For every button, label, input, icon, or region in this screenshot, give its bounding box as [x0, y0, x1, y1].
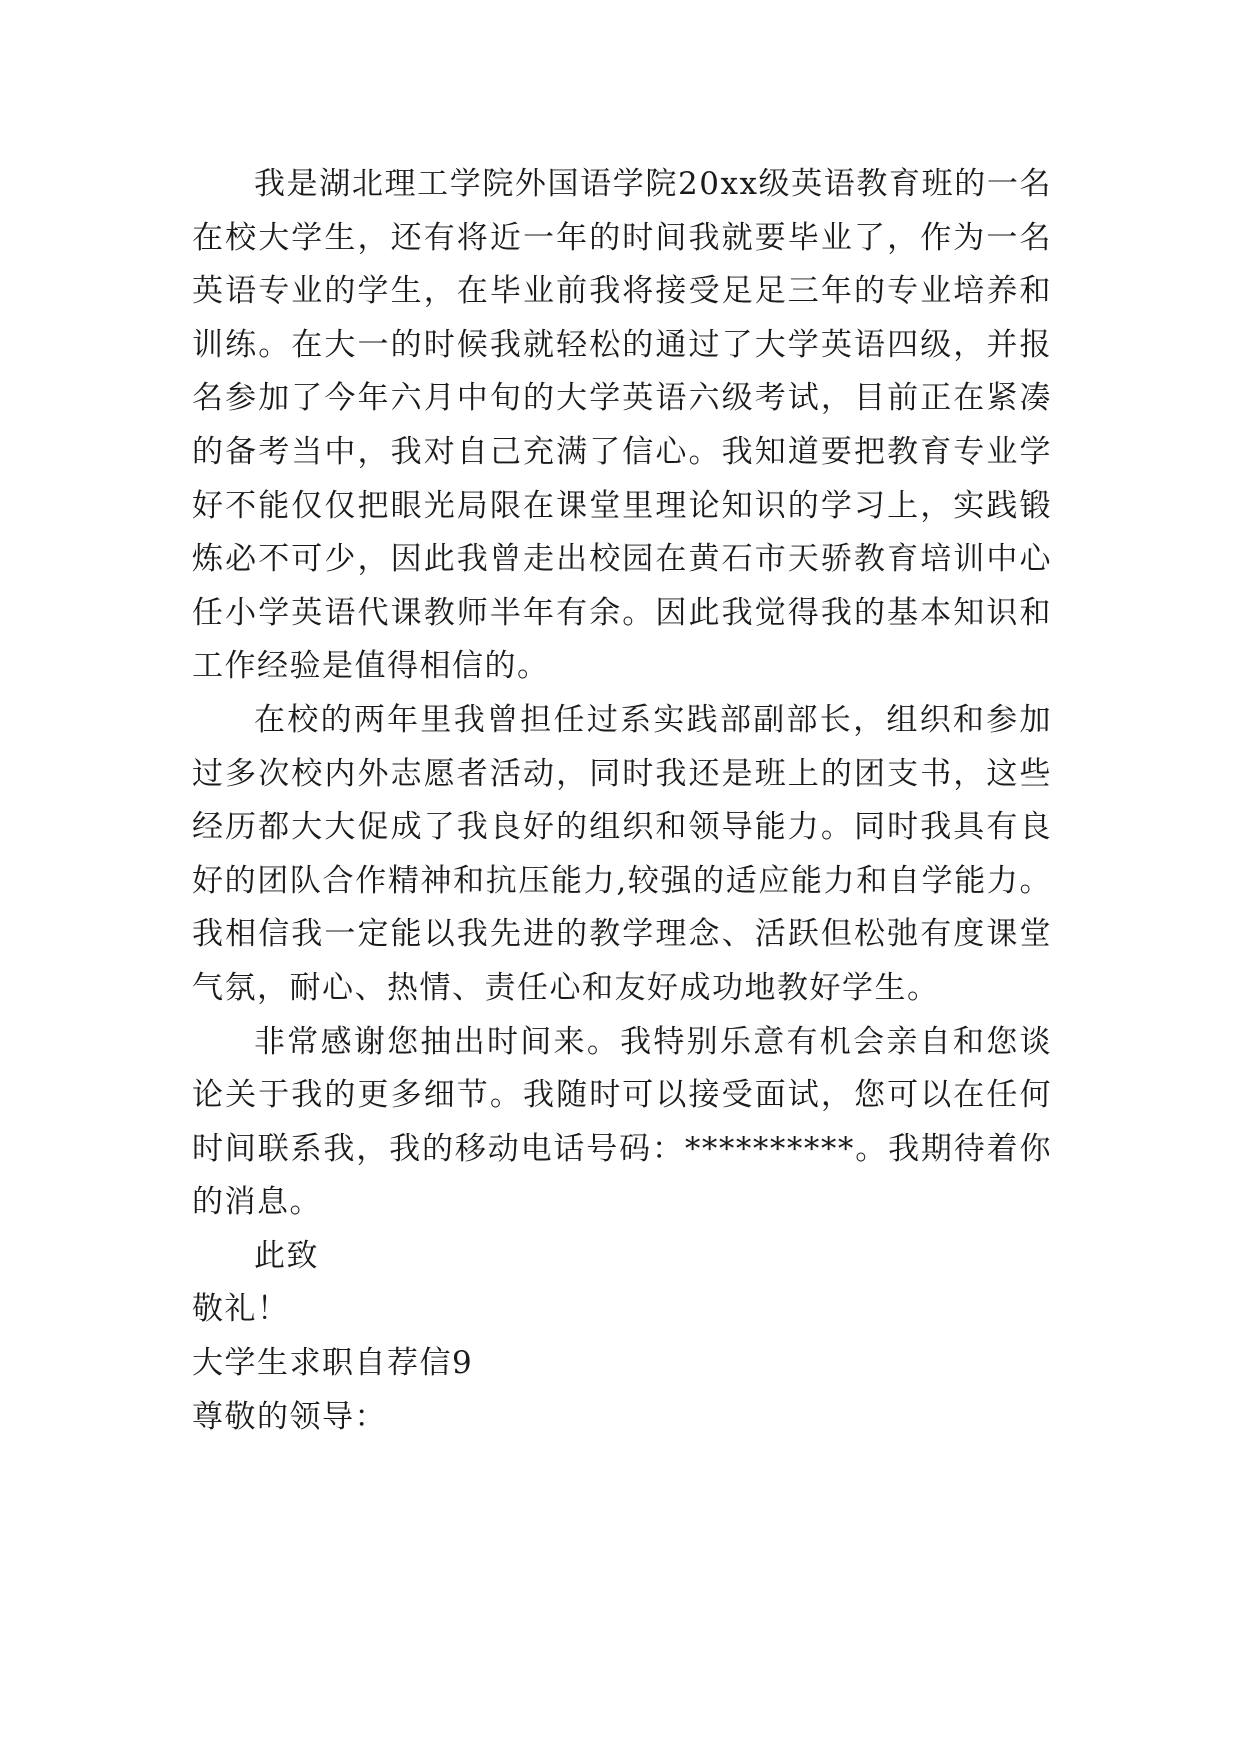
- next-letter-title: 大学生求职自荐信9: [192, 1345, 474, 1382]
- closing-phrase: 此致: [254, 1237, 319, 1274]
- paragraph-3: 非常感谢您抽出时间来。我特别乐意有机会亲自和您谈论关于我的更多细节。我随时可以接受面试，您可以在任何时间联系我，我的移动电话号码：**********。我期待着你的消息。: [192, 1023, 1052, 1221]
- paragraph-2: 在校的两年里我曾担任过系实践部副部长，组织和参加过多次校内外志愿者活动，同时我还是班上的团支书，这些经历都大大促成了我良好的组织和领导能力。同时我具有良好的团队合作精神和抗压能力,较强的适应能力和自学能力。我相信我一定能以我先进的教学理念、活跃但松弛有度课堂气氛，耐心、热情、责任心和友好成功地教好学生。: [192, 701, 1052, 1006]
- paragraph-1: 我是湖北理工学院外国语学院20xx级英语教育班的一名在校大学生，还有将近一年的时间我就要毕业了，作为一名英语专业的学生，在毕业前我将接受足足三年的专业培养和训练。在大一的时候我就轻松的通过了大学英语四级，并报名参加了今年六月中旬的大学英语六级考试，目前正在紧凑的备考当中，我对自己充满了信心。我知道要把教育专业学好不能仅仅把眼光局限在课堂里理论知识的学习上，实践锻炼必不可少，因此我曾走出校园在黄石市天骄教育培训中心任小学英语代课教师半年有余。因此我觉得我的基本知识和工作经验是值得相信的。: [192, 166, 1052, 685]
- next-letter-greeting: 尊敬的领导：: [192, 1398, 387, 1435]
- letter-body: [192, 158, 1052, 1444]
- salutation: 敬礼！: [192, 1291, 290, 1328]
